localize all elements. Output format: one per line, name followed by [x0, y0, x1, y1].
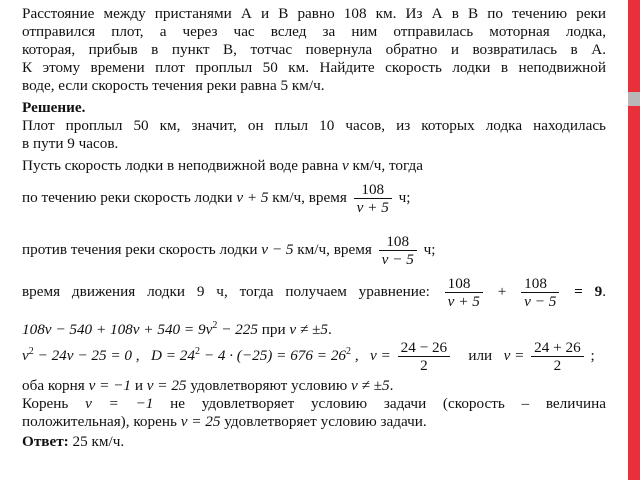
expanded-equation: $108v - 540 + 108v + 540 = 9v^2 - 225$ при v ≠ ±5.	[22, 320, 332, 339]
both-roots-line: оба корня v = −1 и v = 25 удовлетворяют условию v ≠ ±5.	[22, 377, 394, 394]
answer-label: Ответ:	[22, 433, 69, 450]
quadratic-line: $v^2 - 24v - 25 = 0$ , $D = 24^2 - 4 \cdot (-25) = 676 = 26^2$ , v = $\frac{24 - 26}{2}$ или v = $\frac{24 + 26}{2}$ ;	[22, 339, 595, 374]
root-2-fraction: $\frac{24 + 26}{2}$	[531, 339, 584, 374]
equation-fraction-1: $\frac{108}{v + 5}$	[445, 275, 483, 310]
upstream-line: против течения реки скорость лодки v − 5 км/ч, время $\frac{108}{v - 5}$ ч;	[22, 233, 436, 268]
answer-value: 25 км/ч.	[72, 433, 125, 450]
slide-accent-marker	[628, 92, 640, 106]
root-check-line-2: положительная), корень v = 25 удовлетворяет условию задачи.	[22, 413, 427, 430]
solution-line-2: в пути 9 часов.	[22, 135, 119, 152]
var-v: v	[341, 157, 349, 174]
problem-line-5: воде, если скорость течения реки равна 5 км/ч.	[22, 77, 325, 94]
root-1-fraction: $\frac{24 - 26}{2}$	[398, 339, 451, 374]
equation-fraction-2: $\frac{108}{v - 5}$	[521, 275, 559, 310]
problem-line-1: Расстояние между пристанями А и В равно 108 км. Из А в В по течению реки	[22, 5, 606, 22]
slide-accent-bar	[628, 0, 640, 480]
discriminant: D = 24	[150, 346, 195, 364]
upstream-time-fraction: $\frac{108}{v - 5}$	[379, 233, 417, 268]
root-check-line-1: Корень v = −1 не удовлетворяет условию задачи (скорость – величина	[22, 395, 607, 412]
downstream-line: по течению реки скорость лодки v + 5 км/ч, время $\frac{108}{v + 5}$ ч;	[22, 181, 411, 216]
answer-line	[22, 433, 124, 451]
problem-line-4: К этому времени плот проплыл 50 км. Найдите скорость лодки в неподвижной	[22, 59, 606, 76]
problem-line-2: отправился плот, а через час вслед за ним отправилась моторная лодка,	[22, 23, 606, 40]
solution-line-1: Плот проплыл 50 км, значит, он плыл 10 часов, из которых лодка находилась	[22, 117, 606, 134]
equation-line: время движения лодки 9 ч, тогда получаем уравнение: $\frac{108}{v + 5}$ + $\frac{108}{v - 5}$ = 9.	[22, 275, 607, 310]
solution-line-3: Пусть скорость лодки в неподвижной воде равна v км/ч, тогда	[22, 157, 423, 174]
solution-heading: Решение.	[22, 99, 86, 116]
problem-line-3: которая, прибыв в пункт В, тотчас повернула обратно и возвратилась в А.	[22, 41, 606, 58]
downstream-time-fraction: $\frac{108}{v + 5}$	[354, 181, 392, 216]
